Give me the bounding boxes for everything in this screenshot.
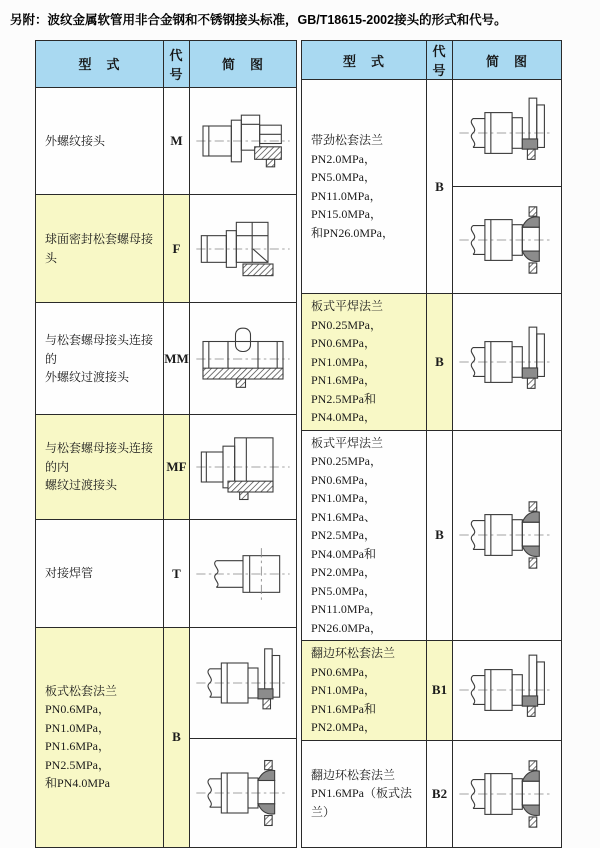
diagram-cell <box>190 628 297 739</box>
diagram-cell <box>453 80 562 187</box>
external-thread-connector-diagram <box>193 102 293 180</box>
diagram-cell <box>190 87 297 194</box>
diagram-cell <box>453 740 562 847</box>
table-row <box>302 80 562 187</box>
type-text-line: 板式平焊法兰 <box>311 299 384 313</box>
diagram-cell <box>453 641 562 741</box>
type-cell <box>36 628 164 847</box>
type-text-line: 外螺纹过渡接头 <box>45 370 130 385</box>
type-text-line: 对接焊管 <box>45 566 94 581</box>
type-cell <box>36 195 164 303</box>
col-header-diagram: 简 图 <box>190 41 297 88</box>
internal-thread-transition-connector-diagram <box>193 428 293 506</box>
type-text-line: PN2.5MPa，PN4.0MPa和 <box>311 528 377 561</box>
type-text-line: 与松套螺母接头连接的内 <box>45 441 154 474</box>
type-text-line: PN1.0MPa，PN1.6MPa、 <box>311 491 377 524</box>
code-cell: MM <box>164 303 190 415</box>
table-row <box>302 641 562 741</box>
plate-flat-weld-flange-2-diagram <box>456 489 558 581</box>
code-cell: B1 <box>427 641 453 741</box>
flanged-ring-loose-flange-diagram <box>456 650 558 730</box>
type-cell <box>302 80 427 294</box>
code-cell: T <box>164 520 190 628</box>
type-cell <box>302 641 427 741</box>
table-row <box>36 195 297 303</box>
type-cell <box>36 303 164 415</box>
code-cell: F <box>164 195 190 303</box>
col-header-type: 型 式 <box>302 41 427 80</box>
type-text-line: PN2.5MPa和PN4.0MPa， <box>311 391 377 424</box>
plate-flat-weld-flange-diagram <box>456 317 558 407</box>
type-text-line: PN0.25MPa，PN0.6MPa， <box>311 317 383 350</box>
col-header-diagram: 简 图 <box>453 41 562 80</box>
table-row <box>36 628 297 739</box>
header-row <box>302 41 562 80</box>
type-text-line: 与松套螺母接头连接的 <box>45 333 154 366</box>
code-cell: B <box>427 294 453 431</box>
type-text-line: 球面密封松套螺母接头 <box>45 232 154 265</box>
type-text-line: PN11.0MPa，PN26.0MPa， <box>311 602 383 635</box>
type-cell <box>36 520 164 628</box>
diagram-cell <box>453 187 562 294</box>
col-header-code: 代号 <box>164 41 190 88</box>
type-text-line: 翻边环松套法兰 <box>311 767 396 782</box>
code-cell: MF <box>164 415 190 520</box>
diagram-cell <box>190 303 297 415</box>
type-text-line: PN2.0MPa，PN5.0MPa， <box>311 151 377 184</box>
type-text-line: PN1.6MPa和PN2.0MPa， <box>311 701 377 734</box>
diagram-cell <box>190 520 297 628</box>
type-cell <box>36 87 164 194</box>
table-row <box>302 294 562 431</box>
type-text-line: PN2.0MPa，PN5.0MPa， <box>311 565 377 598</box>
table-row <box>36 520 297 628</box>
type-text-line: 外螺纹接头 <box>45 133 106 148</box>
code-cell: M <box>164 87 190 194</box>
code-cell: B <box>164 628 190 847</box>
type-cell <box>36 415 164 520</box>
fitting-type-table <box>35 40 562 848</box>
type-text-line: 翻边环松套法兰 <box>311 646 396 660</box>
type-text-line: 螺纹过渡接头 <box>45 478 118 493</box>
plate-loose-flange-upper-diagram <box>193 642 293 724</box>
type-text-line: 板式松套法兰 <box>45 683 118 698</box>
diagram-cell <box>190 195 297 303</box>
code-cell: B <box>427 80 453 294</box>
flanged-ring-loose-flange-plate-diagram <box>456 748 558 840</box>
type-cell <box>302 294 427 431</box>
type-text-line: 带劲松套法兰 <box>311 133 384 147</box>
diagram-cell <box>453 430 562 641</box>
type-text-line: 和PN4.0MPa <box>45 776 111 791</box>
type-text-line: PN0.6MPa，PN1.0MPa， <box>311 664 377 697</box>
header-row <box>36 41 297 88</box>
col-header-code: 代号 <box>427 41 453 80</box>
right-table <box>301 40 562 848</box>
spherical-seal-loose-nut-connector-diagram <box>193 210 293 288</box>
table-row <box>302 430 562 641</box>
diagram-cell <box>453 294 562 431</box>
neck-loose-flange-upper-diagram <box>456 87 558 179</box>
table-row <box>36 303 297 415</box>
plate-loose-flange-lower-diagram <box>193 752 293 834</box>
table-row <box>302 740 562 847</box>
diagram-cell <box>190 415 297 520</box>
page-title: 另附：波纹金属软管用非合金钢和不锈钢接头标准，GB/T18615-2002接头的形式和代号。 <box>10 13 507 27</box>
neck-loose-flange-lower-diagram <box>456 194 558 286</box>
left-table <box>35 40 297 848</box>
type-text-line: PN1.0MPa，PN1.6MPa， <box>311 354 377 387</box>
code-cell: B2 <box>427 740 453 847</box>
table-row <box>36 415 297 520</box>
code-cell: B <box>427 430 453 641</box>
type-text-line: PN0.25MPa，PN0.6MPa， <box>311 454 383 487</box>
type-text-line: PN1.6MPa，PN2.5MPa， <box>45 739 111 772</box>
type-text-line: PN1.6MPa（板式法兰） <box>311 786 413 819</box>
type-text-line: 和PN26.0MPa， <box>311 225 395 240</box>
diagram-cell <box>190 739 297 847</box>
type-cell <box>302 430 427 641</box>
type-cell <box>302 740 427 847</box>
col-header-type: 型 式 <box>36 41 164 88</box>
butt-weld-pipe-diagram <box>193 535 293 613</box>
table-row <box>36 87 297 194</box>
external-thread-transition-nipple-diagram <box>193 319 293 399</box>
type-text-line: PN11.0MPa，PN15.0MPa， <box>311 188 383 221</box>
type-text-line: 板式平焊法兰 <box>311 435 384 450</box>
type-text-line: PN0.6MPa，PN1.0MPa， <box>45 702 111 735</box>
